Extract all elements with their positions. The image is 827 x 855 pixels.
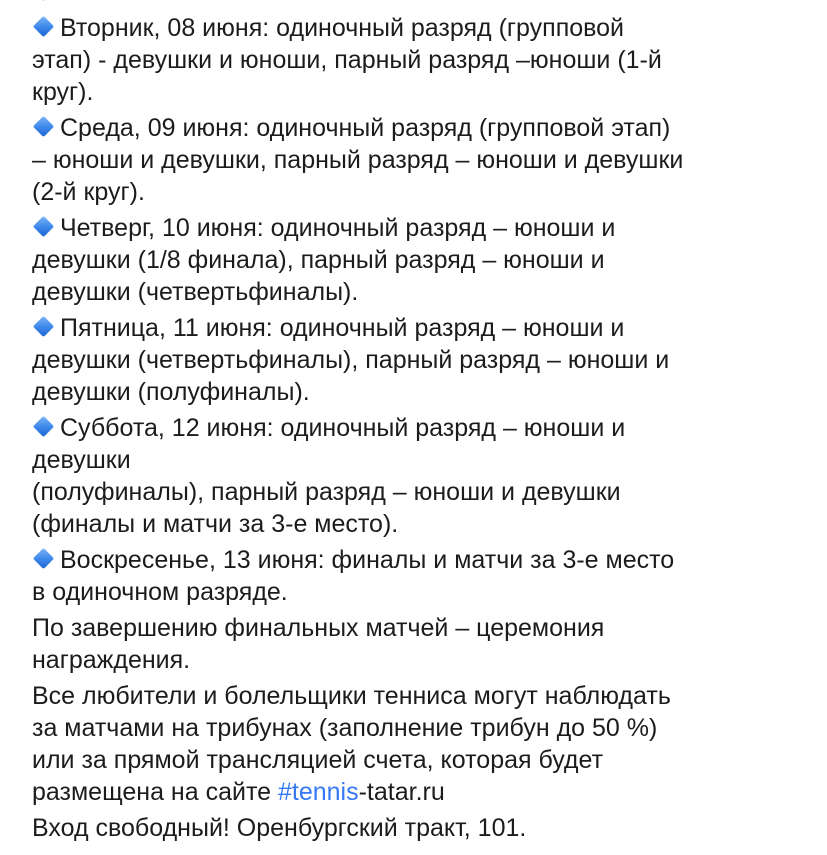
schedule-item-thursday <box>32 212 812 308</box>
schedule-line: девушки <box>32 446 131 474</box>
schedule-item-friday <box>32 312 812 408</box>
schedule-item-sunday <box>32 544 812 608</box>
schedule-item-wednesday <box>32 112 812 208</box>
paragraph-line: Все любители и болельщики тенниса могут наблюдать <box>32 682 671 710</box>
tennis-hashtag-link[interactable]: #tennis <box>277 778 359 806</box>
paragraph-line: или за прямой трансляцией счета, которая будет <box>32 746 604 774</box>
site-suffix: -tatar.ru <box>358 778 445 806</box>
entry-paragraph <box>32 812 812 844</box>
schedule-line: (2-й круг). <box>32 178 145 206</box>
schedule-line: Вторник, 08 июня: одиночный разряд (групповой <box>60 14 625 42</box>
paragraph-line: По завершению финальных матчей – церемония <box>32 614 605 642</box>
small-blue-diamond-icon <box>33 0 54 1</box>
schedule-line: девушки (1/8 финала), парный разряд – юноши и <box>32 246 605 274</box>
small-blue-diamond-icon <box>33 316 54 337</box>
schedule-line: (полуфиналы), парный разряд – юноши и девушки <box>32 478 621 506</box>
entry-line: Вход свободный! Оренбургский тракт, 101. <box>32 814 527 842</box>
schedule-line: девушки (четвертьфиналы). <box>32 278 359 306</box>
schedule-item-saturday <box>32 412 812 540</box>
schedule-line: круг). <box>32 78 94 106</box>
schedule-item-tuesday <box>32 12 812 108</box>
schedule-item-partial <box>32 0 812 8</box>
schedule-line: Суббота, 12 июня: одиночный разряд – юноши и <box>60 414 626 442</box>
schedule-line: этап) - девушки и юноши, парный разряд –юноши (1-й <box>32 46 662 74</box>
schedule-line: девушки (четвертьфиналы), парный разряд – юноши и <box>32 346 670 374</box>
paragraph-line: за матчами на трибунах (заполнение трибун до 50 %) <box>32 714 658 742</box>
schedule-line: в одиночном разряде. <box>32 578 288 606</box>
small-blue-diamond-icon <box>33 16 54 37</box>
schedule-line: Пятница, 11 июня: одиночный разряд – юноши и <box>60 314 625 342</box>
viewers-paragraph <box>32 680 812 808</box>
site-line <box>32 776 812 808</box>
small-blue-diamond-icon <box>33 548 54 569</box>
schedule-line: Четверг, 10 июня: одиночный разряд – юноши и <box>60 214 616 242</box>
schedule-line: (финалы и матчи за 3-е место). <box>32 510 399 538</box>
small-blue-diamond-icon <box>33 116 54 137</box>
paragraph-line: награждения. <box>32 646 191 674</box>
small-blue-diamond-icon <box>33 216 54 237</box>
site-prefix: размещена на сайте <box>32 778 278 806</box>
small-blue-diamond-icon <box>33 416 54 437</box>
schedule-line: – юноши и девушки, парный разряд – юноши и девушки <box>32 146 684 174</box>
post-text <box>32 0 812 848</box>
schedule-line: Среда, 09 июня: одиночный разряд (групповой этап) <box>60 114 671 142</box>
schedule-line: девушки (полуфиналы). <box>32 378 310 406</box>
closing-ceremony-paragraph <box>32 612 812 676</box>
schedule-line: Воскресенье, 13 июня: финалы и матчи за 3-е место <box>60 546 675 574</box>
